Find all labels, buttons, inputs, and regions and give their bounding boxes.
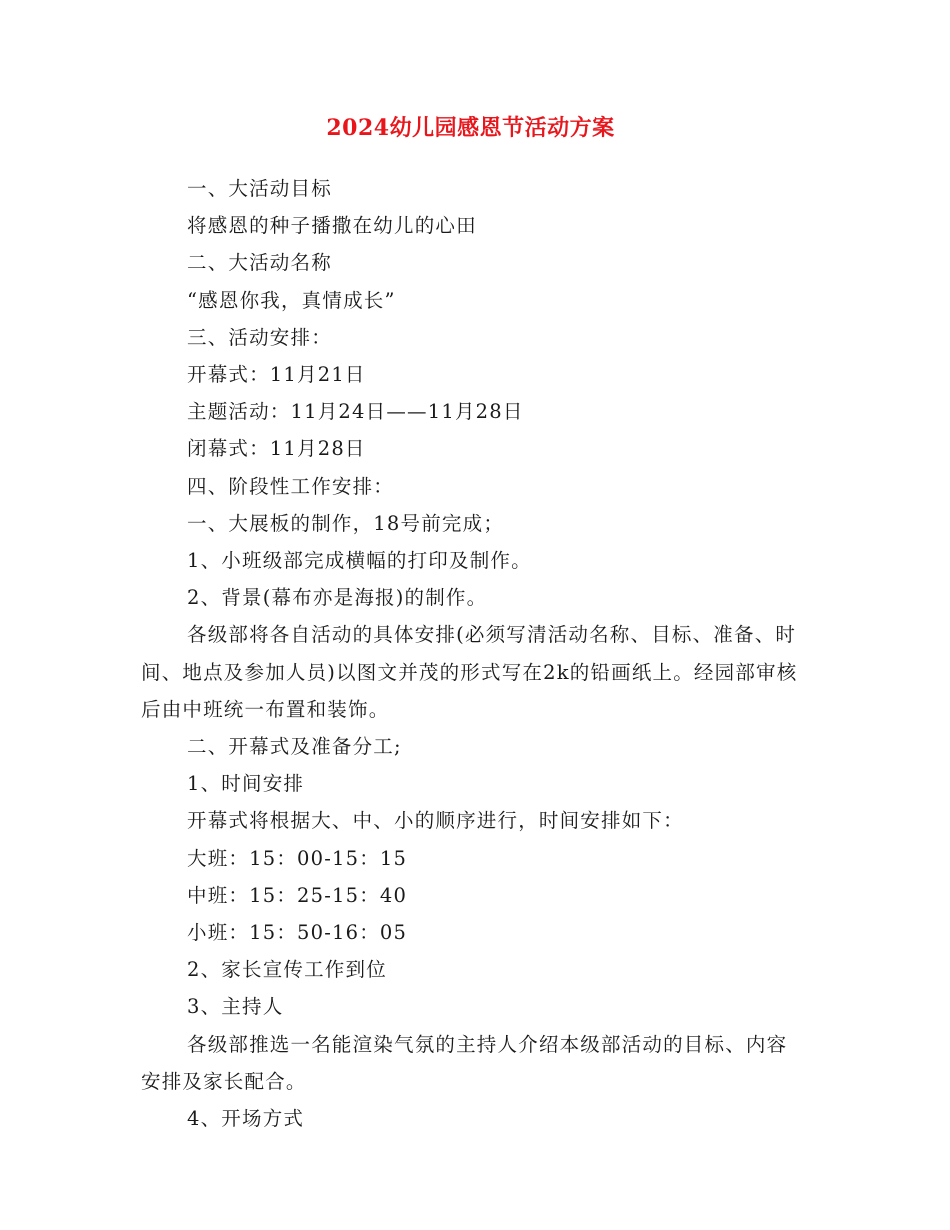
paragraph: 3、主持人 — [187, 995, 284, 1019]
section-heading: 二、大活动名称 — [187, 251, 332, 275]
paragraph: 主题活动：11月24日——11月28日 — [187, 400, 524, 424]
paragraph: 2、家长宣传工作到位 — [187, 958, 387, 982]
paragraph: 开幕式：11月21日 — [187, 363, 366, 387]
paragraph: 小班：15：50-16：05 — [187, 921, 408, 945]
section-heading: 二、开幕式及准备分工; — [187, 735, 402, 759]
paragraph: 一、大展板的制作，18号前完成； — [187, 511, 505, 535]
paragraph: 中班：15：25-15：40 — [187, 883, 408, 907]
paragraph: “感恩你我，真情成长” — [187, 288, 396, 312]
document-title: 2024幼儿园感恩节活动方案 — [326, 115, 615, 141]
document-body — [141, 170, 800, 1137]
paragraph: 1、小班级部完成横幅的打印及制作。 — [187, 549, 532, 573]
paragraph: 各级部推选一名能渲染气氛的主持人介绍本级部活动的目标、内容安排及家长配合。 — [141, 1032, 788, 1093]
section-heading: 一、大活动目标 — [187, 177, 332, 200]
paragraph: 开幕式将根据大、中、小的顺序进行，时间安排如下： — [187, 809, 684, 833]
paragraph: 1、时间安排 — [187, 772, 305, 796]
section-heading: 四、阶段性工作安排： — [187, 474, 395, 498]
paragraph: 大班：15：00-15：15 — [187, 846, 408, 870]
paragraph: 4、开场方式 — [187, 1107, 305, 1131]
paragraph: 将感恩的种子播撒在幼儿的心田 — [187, 214, 477, 238]
paragraph: 2、背景(幕布亦是海报)的制作。 — [187, 586, 488, 610]
paragraph: 闭幕式：11月28日 — [187, 437, 366, 461]
paragraph: 各级部将各自活动的具体安排(必须写清活动名称、目标、准备、时间、地点及参加人员)以图文并茂的形式写在2k的铅画纸上。经园部审核后由中班统一布置和装饰。 — [141, 623, 798, 721]
section-heading: 三、活动安排： — [187, 325, 332, 349]
